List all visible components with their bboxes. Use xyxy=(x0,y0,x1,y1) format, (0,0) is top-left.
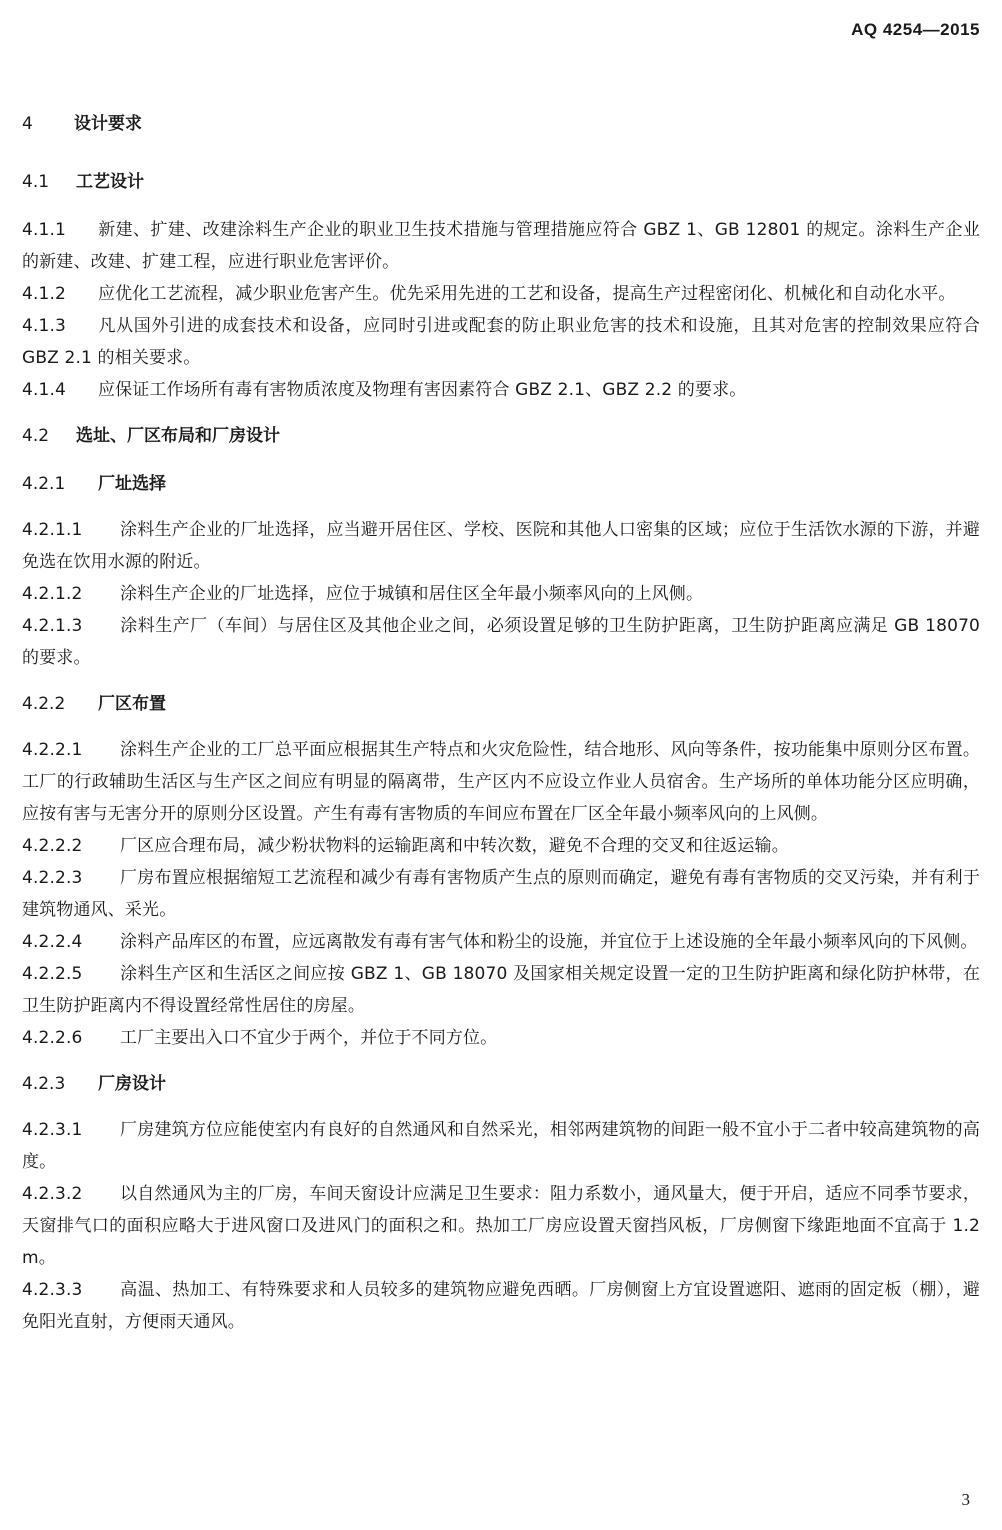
clause-number: 4.2.2.4 xyxy=(22,932,83,952)
heading-title: 工艺设计 xyxy=(76,172,144,192)
spacer xyxy=(22,674,980,688)
heading-4 xyxy=(22,108,980,140)
clause-4-2-3-1 xyxy=(22,1114,980,1178)
clause-number: 4.2.3.3 xyxy=(22,1280,83,1300)
clause-number: 4.1.2 xyxy=(22,284,67,304)
clause-text: 涂料产品库区的布置，应远离散发有毒有害气体和粉尘的设施，并宜位于上述设施的全年最小频率风向的下风侧。 xyxy=(120,932,978,952)
heading-4-2-3 xyxy=(22,1068,980,1100)
clause-number: 4 xyxy=(22,114,33,134)
clause-number: 4.2.1.2 xyxy=(22,584,83,604)
heading-4-1 xyxy=(22,166,980,198)
clause-4-2-2-6 xyxy=(22,1022,980,1054)
heading-title: 厂区布置 xyxy=(98,694,166,714)
clause-text: 涂料生产区和生活区之间应按 GBZ 1、GB 18070 及国家相关规定设置一定的卫生防护距离和绿化防护林带，在卫生防护距离内不得设置经常性居住的房屋。 xyxy=(22,964,980,1016)
document-code: AQ 4254—2015 xyxy=(851,20,980,39)
spacer xyxy=(22,1054,980,1068)
clause-number: 4.2.2 xyxy=(22,694,66,714)
clause-text: 以自然通风为主的厂房，车间天窗设计应满足卫生要求：阻力系数小，通风量大，便于开启，适应不同季节要求，天窗排气口的面积应略大于进风窗口及进风门的面积之和。热加工厂房应设置天窗挡风板，厂房侧窗下缘距地面不宜高于 1.2 m。 xyxy=(22,1184,980,1268)
heading-4-2-2 xyxy=(22,688,980,720)
clause-4-2-3-2 xyxy=(22,1178,980,1274)
clause-number: 4.2 xyxy=(22,426,50,446)
spacer xyxy=(22,406,980,420)
clause-text: 涂料生产企业的厂址选择，应位于城镇和居住区全年最小频率风向的上风侧。 xyxy=(120,584,704,604)
clause-text: 高温、热加工、有特殊要求和人员较多的建筑物应避免西晒。厂房侧窗上方宜设置遮阳、遮雨的固定板（棚），避免阳光直射，方便雨天通风。 xyxy=(22,1280,980,1332)
clause-4-2-2-1 xyxy=(22,734,980,830)
heading-4-2 xyxy=(22,420,980,452)
clause-text: 厂房建筑方位应能使室内有良好的自然通风和自然采光，相邻两建筑物的间距一般不宜小于二者中较高建筑物的高度。 xyxy=(22,1120,980,1172)
clause-4-2-3-3 xyxy=(22,1274,980,1338)
clause-number: 4.2.1.1 xyxy=(22,520,83,540)
clause-4-2-1-3 xyxy=(22,610,980,674)
heading-4-2-1 xyxy=(22,468,980,500)
clause-number: 4.2.1.3 xyxy=(22,616,83,636)
clause-number: 4.2.3.2 xyxy=(22,1184,83,1204)
clause-number: 4.1.4 xyxy=(22,380,67,400)
clause-text: 凡从国外引进的成套技术和设备，应同时引进或配套的防止职业危害的技术和设施，且其对危害的控制效果应符合 GBZ 2.1 的相关要求。 xyxy=(22,316,980,368)
document-body xyxy=(22,108,980,1338)
clause-number: 4.1 xyxy=(22,172,50,192)
page-number: 3 xyxy=(961,1490,970,1509)
clause-number: 4.1.3 xyxy=(22,316,67,336)
clause-text: 应保证工作场所有毒有害物质浓度及物理有害因素符合 GBZ 2.1、GBZ 2.2 的要求。 xyxy=(98,380,747,400)
clause-number: 4.2.2.2 xyxy=(22,836,83,856)
clause-text: 应优化工艺流程，减少职业危害产生。优先采用先进的工艺和设备，提高生产过程密闭化、机械化和自动化水平。 xyxy=(98,284,956,304)
clause-number: 4.2.3.1 xyxy=(22,1120,83,1140)
clause-4-2-2-4 xyxy=(22,926,980,958)
clause-4-2-1-1 xyxy=(22,514,980,578)
clause-text: 涂料生产企业的工厂总平面应根据其生产特点和火灾危险性，结合地形、风向等条件，按功能集中原则分区布置。工厂的行政辅助生活区与生产区之间应有明显的隔离带，生产区内不应设立作业人员宿舍。生产场所的单体功能分区应明确，应按有害与无害分开的原则分区设置。产生有毒有害物质的车间应布置在厂区全年最小频率风向的上风侧。 xyxy=(22,740,980,824)
clause-text: 厂房布置应根据缩短工艺流程和减少有毒有害物质产生点的原则而确定，避免有毒有害物质的交叉污染，并有利于建筑物通风、采光。 xyxy=(22,868,980,920)
heading-title: 厂房设计 xyxy=(98,1074,166,1094)
clause-number: 4.2.1 xyxy=(22,474,66,494)
clause-text: 工厂主要出入口不宜少于两个，并位于不同方位。 xyxy=(120,1028,498,1048)
clause-4-2-2-3 xyxy=(22,862,980,926)
clause-number: 4.2.2.5 xyxy=(22,964,83,984)
clause-text: 涂料生产企业的厂址选择，应当避开居住区、学校、医院和其他人口密集的区域；应位于生活饮水源的下游，并避免选在饮用水源的附近。 xyxy=(22,520,980,572)
clause-4-1-2 xyxy=(22,278,980,310)
clause-number: 4.2.2.3 xyxy=(22,868,83,888)
clause-text: 厂区应合理布局，减少粉状物料的运输距离和中转次数，避免不合理的交叉和往返运输。 xyxy=(120,836,789,856)
clause-4-2-2-5 xyxy=(22,958,980,1022)
heading-title: 选址、厂区布局和厂房设计 xyxy=(76,426,280,446)
clause-4-1-1 xyxy=(22,214,980,278)
clause-4-1-3 xyxy=(22,310,980,374)
clause-number: 4.1.1 xyxy=(22,220,67,240)
clause-number: 4.2.2.1 xyxy=(22,740,83,760)
heading-title: 厂址选择 xyxy=(98,474,166,494)
clause-text: 涂料生产厂（车间）与居住区及其他企业之间，必须设置足够的卫生防护距离，卫生防护距离应满足 GB 18070 的要求。 xyxy=(22,616,980,668)
clause-number: 4.2.2.6 xyxy=(22,1028,83,1048)
clause-4-2-1-2 xyxy=(22,578,980,610)
clause-4-1-4 xyxy=(22,374,980,406)
clause-4-2-2-2 xyxy=(22,830,980,862)
clause-text: 新建、扩建、改建涂料生产企业的职业卫生技术措施与管理措施应符合 GBZ 1、GB 12801 的规定。涂料生产企业的新建、改建、扩建工程，应进行职业危害评价。 xyxy=(22,220,980,272)
clause-number: 4.2.3 xyxy=(22,1074,66,1094)
heading-title: 设计要求 xyxy=(74,114,142,134)
